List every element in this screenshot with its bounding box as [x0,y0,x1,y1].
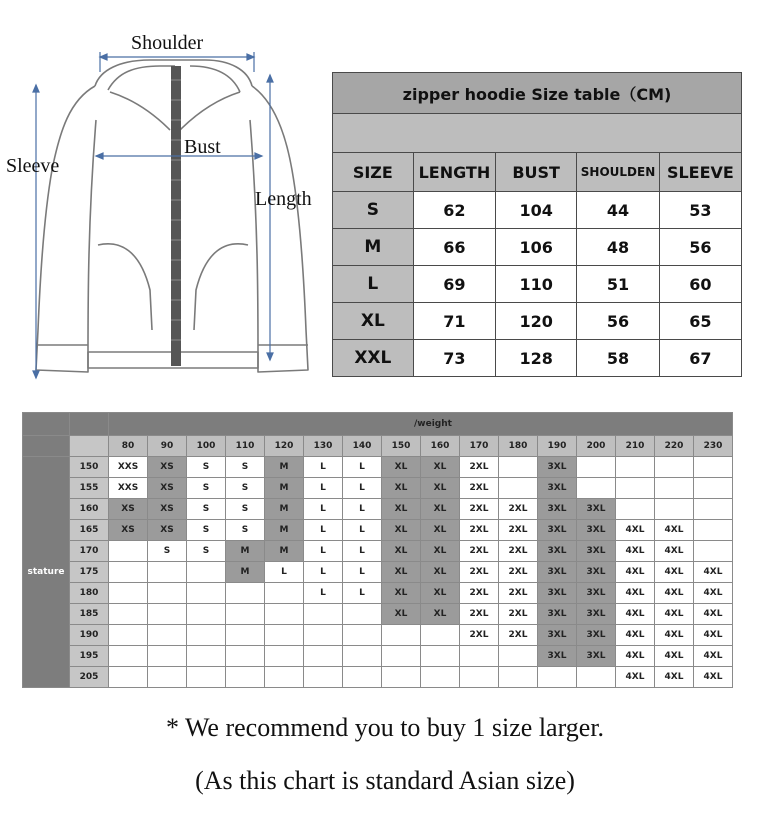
size-cell [265,646,304,667]
size-cell: 2XL [499,583,538,604]
size-cell: 3XL [577,562,616,583]
size-cell: L [304,457,343,478]
size-cell: L [304,520,343,541]
size-cell: XL [382,478,421,499]
size-cell: 2XL [460,478,499,499]
size-cell: XL [421,457,460,478]
size-cell: M [226,541,265,562]
size-cell [304,604,343,625]
size-cell: XXS [109,478,148,499]
size-cell [148,667,187,688]
size-cell: XL [421,478,460,499]
size-cell [382,667,421,688]
sleeve-cell: 60 [659,266,741,303]
size-cell: L [343,499,382,520]
size-cell: 4XL [616,541,655,562]
weight-header-cell: 150 [382,436,421,457]
stature-row [23,478,733,499]
weight-header-cell: 100 [187,436,226,457]
size-cell: 4XL [616,646,655,667]
weight-header-cell: 180 [499,436,538,457]
size-cell [265,667,304,688]
size-cell: 3XL [577,583,616,604]
stature-label: stature [23,457,70,688]
size-cell: XL [382,583,421,604]
size-cell: 4XL [655,520,694,541]
header-sleeve: SLEEVE [659,153,741,192]
size-cell: 3XL [538,625,577,646]
size-cell: 3XL [538,457,577,478]
size-cell: XS [148,499,187,520]
size-cell [616,457,655,478]
weight-header-cell: 170 [460,436,499,457]
size-cell: 4XL [655,562,694,583]
size-cell: S [187,478,226,499]
size-cell: M [265,541,304,562]
corner-cell [70,436,109,457]
size-cell: L [304,583,343,604]
size-cell [538,667,577,688]
size-cell: 4XL [694,646,733,667]
size-cell [577,667,616,688]
size-cell: L [304,541,343,562]
size-cell: M [265,520,304,541]
stature-row [23,457,733,478]
size-cell: 2XL [499,562,538,583]
size-cell: XXS [109,457,148,478]
size-cell [655,457,694,478]
size-cell: L [343,520,382,541]
stature-row [23,667,733,688]
corner-cell [23,436,70,457]
size-cell [616,499,655,520]
bust-cell: 104 [496,192,577,229]
header-bust: BUST [496,153,577,192]
shoulder-cell: 48 [577,229,660,266]
length-cell: 73 [413,340,495,377]
size-cell [265,604,304,625]
size-cell [616,478,655,499]
weight-band-label [109,413,733,436]
size-cell [265,583,304,604]
weight-header-cell: 140 [343,436,382,457]
size-cell [265,625,304,646]
stature-value-cell: 150 [70,457,109,478]
size-cell [109,667,148,688]
size-cell [694,541,733,562]
size-cell [694,520,733,541]
size-cell [226,604,265,625]
sleeve-label: Sleeve [6,155,60,177]
weight-band-row [23,413,733,436]
length-cell: 62 [413,192,495,229]
size-cell [148,625,187,646]
size-cell [187,667,226,688]
size-cell [187,562,226,583]
recommendation-note: * We recommend you to buy 1 size larger. [165,713,605,742]
shoulder-cell: 58 [577,340,660,377]
stature-row [23,583,733,604]
size-cell: S [187,457,226,478]
size-cell [226,646,265,667]
size-cell: S [226,478,265,499]
size-cell: XL [421,499,460,520]
size-cell [460,646,499,667]
size-cell [499,667,538,688]
size-cell: 4XL [655,604,694,625]
size-cell: 2XL [499,604,538,625]
size-cell [694,478,733,499]
sleeve-cell: 56 [659,229,741,266]
size-cell [109,562,148,583]
size-row [333,303,742,340]
size-cell: 2XL [460,604,499,625]
sleeve-cell: 65 [659,303,741,340]
size-cell: S [333,192,414,229]
size-cell: XS [109,520,148,541]
size-cell [343,625,382,646]
asian-size-note: (As this chart is standard Asian size) [195,766,575,795]
size-table-blank-row [333,114,742,153]
size-cell [226,625,265,646]
size-cell [694,499,733,520]
size-cell [421,625,460,646]
size-cell: XXL [333,340,414,377]
size-cell: XL [421,520,460,541]
size-cell [382,625,421,646]
size-cell: 3XL [538,562,577,583]
stature-value-cell: 175 [70,562,109,583]
size-cell: S [226,499,265,520]
size-cell: 3XL [577,499,616,520]
size-cell: S [187,499,226,520]
stature-value-cell: 205 [70,667,109,688]
size-cell: L [333,266,414,303]
size-cell [421,667,460,688]
size-row [333,229,742,266]
stature-value-cell: 155 [70,478,109,499]
size-cell: 3XL [538,604,577,625]
size-cell [109,541,148,562]
size-cell: 4XL [655,541,694,562]
bust-cell: 110 [496,266,577,303]
shoulder-cell: 44 [577,192,660,229]
size-cell: 4XL [694,562,733,583]
size-cell: L [343,541,382,562]
size-cell: L [265,562,304,583]
stature-value-cell: 190 [70,625,109,646]
stature-value-cell: 180 [70,583,109,604]
size-cell: 4XL [616,583,655,604]
size-cell: XL [421,583,460,604]
size-cell: XL [382,562,421,583]
size-cell: XL [421,562,460,583]
size-cell: 3XL [538,541,577,562]
size-cell: M [265,499,304,520]
size-cell [148,646,187,667]
size-cell: 3XL [538,646,577,667]
size-cell [187,625,226,646]
corner-cell [23,413,70,436]
shoulder-cell: 56 [577,303,660,340]
size-cell: 4XL [655,625,694,646]
size-row [333,192,742,229]
size-cell [499,457,538,478]
size-cell: XS [148,520,187,541]
weight-header-cell: 230 [694,436,733,457]
size-cell: XS [109,499,148,520]
stature-row [23,625,733,646]
size-cell [577,478,616,499]
size-cell: 4XL [616,625,655,646]
size-cell: 2XL [499,499,538,520]
size-cell [694,457,733,478]
size-cell [109,646,148,667]
size-cell: M [333,229,414,266]
size-cell: S [187,541,226,562]
weight-header-cell: 110 [226,436,265,457]
size-cell: 4XL [655,646,694,667]
size-cell [187,646,226,667]
size-cell: 3XL [538,520,577,541]
weight-header-cell: 80 [109,436,148,457]
size-cell [148,583,187,604]
size-cell: 3XL [538,583,577,604]
bust-cell: 120 [496,303,577,340]
size-cell: 2XL [460,583,499,604]
weight-header-cell: 210 [616,436,655,457]
size-cell: 3XL [538,478,577,499]
stature-row [23,520,733,541]
size-cell [499,646,538,667]
size-cell: 3XL [538,499,577,520]
size-cell: 3XL [577,541,616,562]
size-cell: 4XL [694,667,733,688]
size-cell [421,646,460,667]
hoodie-measurement-diagram [0,0,330,395]
size-cell: XS [148,457,187,478]
size-cell: 4XL [694,583,733,604]
size-cell: 4XL [694,604,733,625]
size-cell [109,604,148,625]
size-cell: XL [421,541,460,562]
stature-value-cell: 195 [70,646,109,667]
stature-value-cell: 185 [70,604,109,625]
stature-row [23,646,733,667]
stature-value-cell: 170 [70,541,109,562]
size-cell: XL [333,303,414,340]
length-cell: 66 [413,229,495,266]
size-cell: XL [382,520,421,541]
size-cell: 2XL [460,625,499,646]
size-cell [109,583,148,604]
size-cell [304,667,343,688]
size-cell: 2XL [460,457,499,478]
size-cell: 3XL [577,604,616,625]
size-table-header-row [333,153,742,192]
size-cell: XL [382,541,421,562]
size-cell: S [148,541,187,562]
size-cell: XL [382,457,421,478]
size-cell: 4XL [616,667,655,688]
weight-header-row [23,436,733,457]
size-table-title: zipper hoodie Size table（CM) [333,73,742,114]
size-cell: 2XL [460,562,499,583]
size-cell [226,583,265,604]
size-cell [499,478,538,499]
bust-cell: 128 [496,340,577,377]
size-cell: 4XL [616,604,655,625]
size-cell [109,625,148,646]
size-cell: 4XL [616,520,655,541]
size-cell: 2XL [499,520,538,541]
size-cell: 2XL [460,499,499,520]
size-cell [655,478,694,499]
size-cell: L [343,562,382,583]
size-cell: XS [148,478,187,499]
size-cell: 4XL [655,583,694,604]
stature-row [23,604,733,625]
size-cell: XL [421,604,460,625]
size-cell: 3XL [577,625,616,646]
size-cell: M [265,478,304,499]
size-cell [460,667,499,688]
weight-header-cell: 120 [265,436,304,457]
size-cell [226,667,265,688]
stature-value-cell: 165 [70,520,109,541]
size-cell: 4XL [616,562,655,583]
size-cell: L [304,478,343,499]
size-cell [343,604,382,625]
size-cell: L [304,562,343,583]
size-cell: 4XL [655,667,694,688]
sleeve-cell: 67 [659,340,741,377]
size-cell: S [226,520,265,541]
size-cell [148,604,187,625]
size-cell [304,625,343,646]
weight-header-cell: 200 [577,436,616,457]
size-cell: XL [382,499,421,520]
weight-header-cell: 90 [148,436,187,457]
size-cell: S [187,520,226,541]
stature-row [23,499,733,520]
size-cell [187,583,226,604]
bust-cell: 106 [496,229,577,266]
weight-label: /weight [414,419,452,429]
size-cell: S [226,457,265,478]
shoulder-cell: 51 [577,266,660,303]
size-cell: L [343,478,382,499]
weight-header-cell: 190 [538,436,577,457]
length-cell: 69 [413,266,495,303]
bust-label: Bust [184,136,221,158]
size-cell: 2XL [460,520,499,541]
size-cell [343,667,382,688]
stature-row [23,562,733,583]
size-cell: 2XL [499,625,538,646]
shoulder-label: Shoulder [131,32,204,54]
hoodie-size-table [332,72,742,377]
size-cell: M [265,457,304,478]
size-cell [148,562,187,583]
size-cell [187,604,226,625]
size-cell: 3XL [577,520,616,541]
header-length: LENGTH [413,153,495,192]
size-cell: 2XL [460,541,499,562]
size-cell: 4XL [694,625,733,646]
size-cell [304,646,343,667]
header-shoulder: SHOULDEN [577,153,660,192]
weight-header-cell: 220 [655,436,694,457]
size-cell: XL [382,604,421,625]
size-cell: M [226,562,265,583]
weight-header-cell: 160 [421,436,460,457]
header-size: SIZE [333,153,414,192]
size-cell [577,457,616,478]
weight-header-cell: 130 [304,436,343,457]
size-row [333,340,742,377]
stature-value-cell: 160 [70,499,109,520]
size-cell: 3XL [577,646,616,667]
size-cell: 2XL [499,541,538,562]
size-cell: L [343,583,382,604]
size-cell [382,646,421,667]
stature-row [23,541,733,562]
sleeve-cell: 53 [659,192,741,229]
size-cell [655,499,694,520]
size-cell: L [304,499,343,520]
weight-stature-table [22,412,733,688]
zipper [171,66,181,366]
size-cell [343,646,382,667]
length-label: Length [255,188,312,210]
size-row [333,266,742,303]
size-cell: L [343,457,382,478]
length-cell: 71 [413,303,495,340]
corner-cell [70,413,109,436]
